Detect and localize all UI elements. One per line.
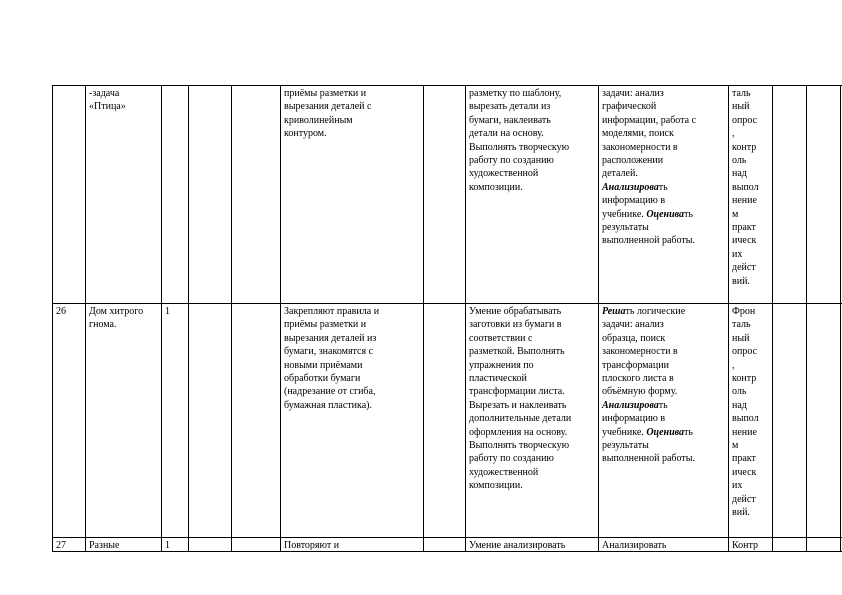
lesson-number-cell: 27 <box>53 538 86 552</box>
content-cell: Закрепляют правила и приёмы разметки и вырезания деталей из бумаги, знакомятся с новыми приёмами обработки бумаги (надрезание от сгиба, бумажная пластика). <box>281 304 424 538</box>
subject-results-cell: Умение обрабатывать заготовки из бумаги в соответствии с разметкой. Выполнять упражнения по пластической трансформации листа. Вырезать и наклеивать дополнительные детали оформления на основу. Выполнять творческую работу по созданию художественной композиции. <box>466 304 599 538</box>
hours-cell <box>162 86 189 304</box>
table-row <box>53 538 842 552</box>
empty-cell <box>807 86 841 304</box>
control-cell: таль ный опрос , контр оль над выпол нение м практ ическ их дейст вий. <box>729 86 773 304</box>
table-row <box>53 86 842 304</box>
empty-cell <box>773 86 807 304</box>
topic-cell: Разные <box>86 538 162 552</box>
topic-cell: -задача «Птица» <box>86 86 162 304</box>
plan-date-cell <box>189 86 232 304</box>
empty-cell <box>773 538 807 552</box>
extra-cell <box>424 86 466 304</box>
uud-cell: Решать логические задачи: анализ образца, поиск закономерности в трансформации плоского листа в объёмную форму. Анализировать информацию в учебнике. Оценивать результаты выполненной работы. <box>599 304 729 538</box>
uud-cell: Анализировать <box>599 538 729 552</box>
extra-cell <box>424 304 466 538</box>
empty-cell <box>807 304 841 538</box>
subject-results-cell: Умение анализировать <box>466 538 599 552</box>
fact-date-cell <box>232 538 281 552</box>
empty-cell <box>773 304 807 538</box>
control-cell: Контр <box>729 538 773 552</box>
lesson-number-cell <box>53 86 86 304</box>
empty-cell <box>807 538 841 552</box>
hours-cell: 1 <box>162 538 189 552</box>
plan-date-cell <box>189 538 232 552</box>
uud-cell: задачи: анализ графической информации, работа с моделями, поиск закономерности в расположении деталей. Анализировать информацию в учебнике. Оценивать результаты выполненной работы. <box>599 86 729 304</box>
lesson-number-cell: 26 <box>53 304 86 538</box>
hours-cell: 1 <box>162 304 189 538</box>
fact-date-cell <box>232 304 281 538</box>
extra-cell <box>424 538 466 552</box>
topic-cell: Дом хитрого гнома. <box>86 304 162 538</box>
control-cell: Фрон таль ный опрос , контр оль над выпол нение м практ ическ их дейст вий. <box>729 304 773 538</box>
content-cell: приёмы разметки и вырезания деталей с криволинейным контуром. <box>281 86 424 304</box>
content-cell: Повторяют и <box>281 538 424 552</box>
plan-date-cell <box>189 304 232 538</box>
lesson-plan-table <box>52 85 842 552</box>
fact-date-cell <box>232 86 281 304</box>
table-row <box>53 304 842 538</box>
subject-results-cell: разметку по шаблону, вырезать детали из бумаги, наклеивать детали на основу. Выполнять творческую работу по созданию художественной композиции. <box>466 86 599 304</box>
